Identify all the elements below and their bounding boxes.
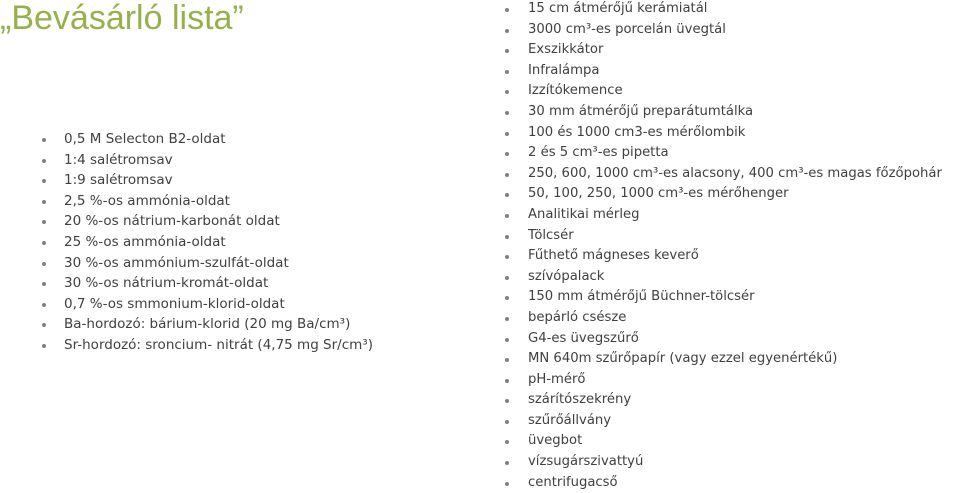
list-item: Izzítókemence — [505, 81, 942, 102]
list-item: 1:9 salétromsav — [42, 170, 373, 191]
list-item: 100 és 1000 cm3-es mérőlombik — [505, 123, 942, 144]
list-item: 0,5 M Selecton B2-oldat — [42, 129, 373, 150]
list-item: 30 %-os nátrium-kromát-oldat — [42, 273, 373, 294]
list-item: pH-mérő — [505, 370, 942, 391]
list-item: szívópalack — [505, 267, 942, 288]
list-item: Infralámpa — [505, 61, 942, 82]
list-item: 2,5 %-os ammónia-oldat — [42, 191, 373, 212]
list-item: szárítószekrény — [505, 390, 942, 411]
list-item: Tölcsér — [505, 226, 942, 247]
list-item: 2 és 5 cm³-es pipetta — [505, 143, 942, 164]
list-item: 1:4 salétromsav — [42, 150, 373, 171]
list-item: 20 %-os nátrium-karbonát oldat — [42, 211, 373, 232]
list-item: 50, 100, 250, 1000 cm³-es mérőhenger — [505, 184, 942, 205]
equipment-list — [505, 0, 942, 493]
list-item: 150 mm átmérőjű Büchner-tölcsér — [505, 287, 942, 308]
list-item: szűrőállvány — [505, 411, 942, 432]
list-item: 250, 600, 1000 cm³-es alacsony, 400 cm³-es magas főzőpohár — [505, 164, 942, 185]
page-title: „Bevásárló lista” — [0, 0, 244, 37]
list-item: Fűthető mágneses keverő — [505, 246, 942, 267]
list-item: Analitikai mérleg — [505, 205, 942, 226]
list-item: MN 640m szűrőpapír (vagy ezzel egyenértékű) — [505, 349, 942, 370]
list-item: Sr-hordozó: sroncium- nitrát (4,75 mg Sr/cm³) — [42, 335, 373, 356]
list-item: centrifugacső — [505, 473, 942, 493]
reagent-list — [42, 129, 373, 356]
list-item: 30 %-os ammónium-szulfát-oldat — [42, 253, 373, 274]
list-item: vízsugárszivattyú — [505, 452, 942, 473]
list-item: Exszikkátor — [505, 40, 942, 61]
list-item: bepárló csésze — [505, 308, 942, 329]
list-item: 3000 cm³-es porcelán üvegtál — [505, 20, 942, 41]
list-item: üvegbot — [505, 431, 942, 452]
list-item: G4-es üvegszűrő — [505, 329, 942, 350]
list-item: 15 cm átmérőjű kerámiatál — [505, 0, 942, 20]
list-item: 25 %-os ammónia-oldat — [42, 232, 373, 253]
list-item: 0,7 %-os smmonium-klorid-oldat — [42, 294, 373, 315]
list-item: 30 mm átmérőjű preparátumtálka — [505, 102, 942, 123]
list-item: Ba-hordozó: bárium-klorid (20 mg Ba/cm³) — [42, 314, 373, 335]
